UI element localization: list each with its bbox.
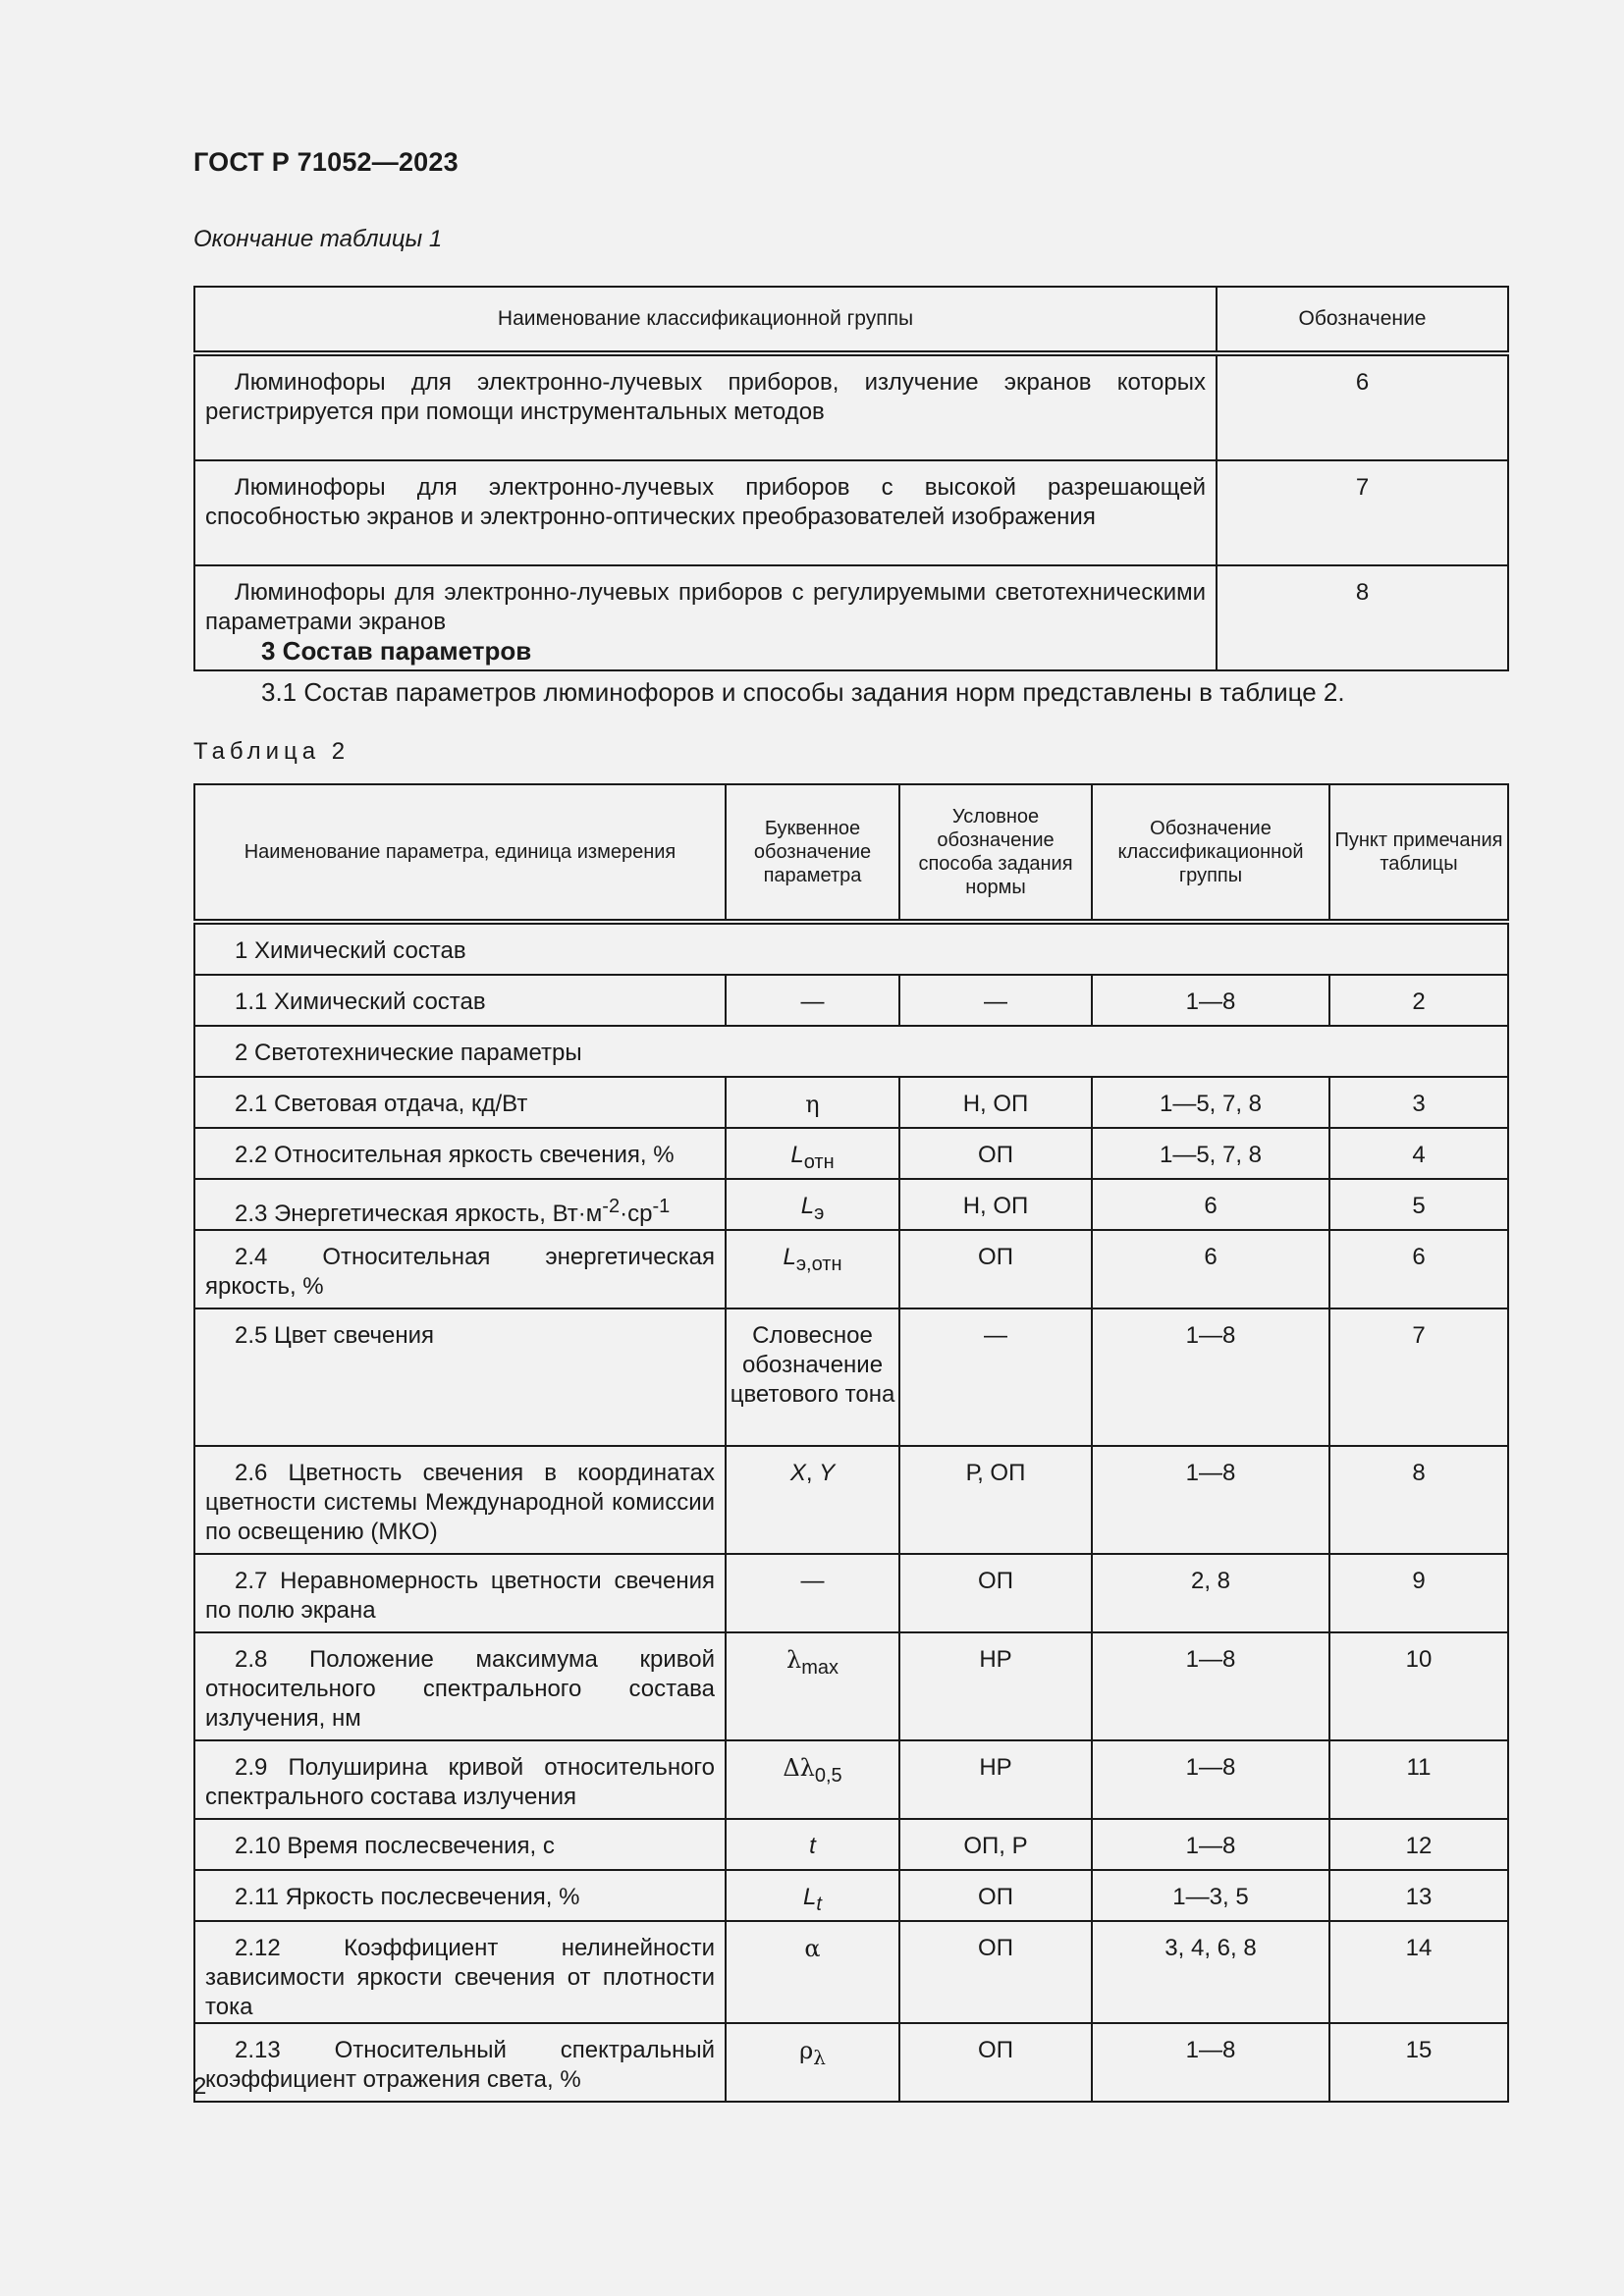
note-cell: 4	[1329, 1128, 1508, 1179]
method-cell: —	[899, 975, 1092, 1026]
note-cell: 3	[1329, 1077, 1508, 1128]
parameter-cell	[194, 1554, 726, 1632]
symbol-main: L	[790, 1142, 804, 1168]
parameter-cell	[194, 1077, 726, 1128]
parameter-cell	[194, 1179, 726, 1230]
classification-table-end	[193, 286, 1509, 671]
symbol-cell	[726, 1179, 899, 1230]
parameter-name: 2.6 Цветность свечения в координатах цветности системы Международной комиссии по освещению (МКО)	[205, 1460, 715, 1545]
note-cell: 6	[1329, 1230, 1508, 1308]
parameter-name	[205, 1192, 715, 1229]
note-cell: 12	[1329, 1819, 1508, 1870]
unit-exponent: -1	[652, 1196, 671, 1217]
parameter-cell	[194, 1632, 726, 1740]
symbol-subscript: отн	[803, 1150, 835, 1173]
method-cell: НР	[899, 1740, 1092, 1819]
method-cell: ОП	[899, 1230, 1092, 1308]
method-cell: ОП	[899, 1554, 1092, 1632]
method-cell: Н, ОП	[899, 1179, 1092, 1230]
column-header-group: Обозначение классификационной группы	[1092, 784, 1329, 922]
symbol-main: ρ	[799, 2037, 814, 2064]
symbol-subscript: max	[801, 1656, 839, 1679]
symbol-subscript: э,отн	[795, 1253, 842, 1275]
method-cell: НР	[899, 1632, 1092, 1740]
group-cell: 6	[1092, 1230, 1329, 1308]
table-row	[194, 975, 1508, 1026]
parameter-cell	[194, 1308, 726, 1446]
group-name-cell	[194, 353, 1217, 460]
symbol-cell: Словесное обозначение цветового тона	[726, 1308, 899, 1446]
group-cell: 1—8	[1092, 1632, 1329, 1740]
symbol-x: X	[789, 1460, 806, 1486]
section-heading: 3 Состав параметров	[261, 636, 532, 666]
method-cell: ОП	[899, 2023, 1092, 2102]
group-cell: 1—3, 5	[1092, 1870, 1329, 1921]
parameter-name: 2.12 Коэффициент нелинейности зависимости яркости свечения от плотности тока	[205, 1935, 715, 2020]
parameter-name: 2.1 Световая отдача, кд/Вт	[235, 1091, 528, 1117]
column-header-group-name: Наименование классификационной группы	[194, 287, 1217, 353]
symbol-subscript: э	[814, 1201, 825, 1224]
group-cell: 6	[1092, 1179, 1329, 1230]
symbol-subscript: 0,5	[814, 1764, 842, 1787]
table-row	[194, 1819, 1508, 1870]
table-row	[194, 1870, 1508, 1921]
symbol-cell	[726, 2023, 899, 2102]
parameter-cell	[194, 1128, 726, 1179]
column-header-letter-symbol: Буквенное обозначение параметра	[726, 784, 899, 922]
group-cell: 1—8	[1092, 1446, 1329, 1554]
method-cell: ОП	[899, 1921, 1092, 2023]
group-row	[194, 922, 1508, 975]
designation-cell: 8	[1217, 565, 1508, 670]
table-label: Таблица 2	[193, 738, 351, 765]
page-number: 2	[193, 2073, 207, 2100]
note-cell: 2	[1329, 975, 1508, 1026]
symbol-main: L	[800, 1193, 815, 1219]
parameter-name-main: 2.3 Энергетическая яркость, Вт·м	[235, 1201, 603, 1227]
symbol-text: t	[809, 1833, 816, 1859]
method-cell: ОП	[899, 1870, 1092, 1921]
table-row	[194, 1128, 1508, 1179]
symbol-subscript: t	[816, 1893, 822, 1915]
parameter-name: 2.10 Время послесвечения, с	[235, 1833, 555, 1859]
method-cell: Н, ОП	[899, 1077, 1092, 1128]
symbol-cell	[726, 1230, 899, 1308]
method-cell: ОП	[899, 1128, 1092, 1179]
symbol-y: Y	[819, 1460, 836, 1486]
column-header-designation: Обозначение	[1217, 287, 1508, 353]
note-cell: 9	[1329, 1554, 1508, 1632]
method-cell: Р, ОП	[899, 1446, 1092, 1554]
note-cell: 13	[1329, 1870, 1508, 1921]
symbol-cell	[726, 1077, 899, 1128]
note-cell: 15	[1329, 2023, 1508, 2102]
parameter-cell	[194, 1230, 726, 1308]
symbol-main: Δλ	[783, 1754, 815, 1782]
group-heading: 1 Химический состав	[235, 937, 466, 964]
symbol-cell: —	[726, 1554, 899, 1632]
parameter-name: 2.7 Неравномерность цветности свечения по полю экрана	[205, 1568, 715, 1624]
group-cell: 1—8	[1092, 1819, 1329, 1870]
parameter-name: 2.4 Относительная энергетическая яркость, %	[205, 1244, 715, 1300]
group-heading: 2 Светотехнические параметры	[235, 1040, 582, 1066]
parameter-cell	[194, 975, 726, 1026]
parameter-name: 2.11 Яркость послесвечения, %	[235, 1884, 580, 1910]
unit-exponent: -2	[602, 1196, 621, 1217]
group-cell: 3, 4, 6, 8	[1092, 1921, 1329, 2023]
symbol-cell	[726, 1740, 899, 1819]
table-row	[194, 1077, 1508, 1128]
parameter-cell	[194, 1870, 726, 1921]
group-cell: 1—5, 7, 8	[1092, 1077, 1329, 1128]
parameter-name-unit: ·ср	[620, 1201, 653, 1227]
symbol-main: L	[803, 1884, 817, 1910]
group-name-text: Люминофоры для электронно-лучевых приборов с регулируемыми светотехническими параметрами экранов	[205, 579, 1206, 635]
parameter-cell	[194, 1819, 726, 1870]
table-row	[194, 2023, 1508, 2102]
parameter-name: 2.8 Положение максимума кривой относительного спектрального состава излучения, нм	[205, 1646, 715, 1732]
symbol-cell	[726, 1446, 899, 1554]
group-cell: 1—8	[1092, 1308, 1329, 1446]
symbol-text: η	[805, 1091, 820, 1118]
symbol-cell	[726, 1921, 899, 2023]
designation-cell: 7	[1217, 460, 1508, 565]
designation-cell: 6	[1217, 353, 1508, 460]
symbol-main: L	[783, 1244, 796, 1270]
group-cell: 1—8	[1092, 975, 1329, 1026]
table-row	[194, 1230, 1508, 1308]
group-name-text: Люминофоры для электронно-лучевых приборов с высокой разрешающей способностью экранов и электронно-оптических преобразователей изображения	[205, 474, 1206, 530]
group-name-cell	[194, 460, 1217, 565]
table-row	[194, 1740, 1508, 1819]
symbol-subscript: λ	[813, 2045, 826, 2069]
table-row	[194, 460, 1508, 565]
symbol-cell	[726, 1128, 899, 1179]
table-row	[194, 353, 1508, 460]
symbol-cell: —	[726, 975, 899, 1026]
parameter-name: 2.13 Относительный спектральный коэффициент отражения света, %	[205, 2037, 715, 2093]
table-row	[194, 1308, 1508, 1446]
parameter-cell	[194, 2023, 726, 2102]
note-cell: 7	[1329, 1308, 1508, 1446]
group-cell: 1—8	[1092, 1740, 1329, 1819]
parameter-cell	[194, 1740, 726, 1819]
table-continuation-label: Окончание таблицы 1	[193, 226, 443, 252]
symbol-cell	[726, 1819, 899, 1870]
document-code: ГОСТ Р 71052—2023	[193, 147, 459, 177]
note-cell: 5	[1329, 1179, 1508, 1230]
column-header-parameter: Наименование параметра, единица измерения	[194, 784, 726, 922]
section-paragraph: 3.1 Состав параметров люминофоров и способы задания норм представлены в таблице 2.	[261, 677, 1345, 707]
group-heading-cell	[194, 922, 1508, 975]
symbol-cell	[726, 1870, 899, 1921]
parameter-name: 2.9 Полуширина кривой относительного спектрального состава излучения	[205, 1754, 715, 1810]
group-cell: 1—8	[1092, 2023, 1329, 2102]
symbol-text: α	[804, 1935, 821, 1962]
note-cell: 14	[1329, 1921, 1508, 2023]
note-cell: 11	[1329, 1740, 1508, 1819]
parameter-name: 1.1 Химический состав	[235, 988, 486, 1015]
table-row	[194, 1921, 1508, 2023]
parameter-cell	[194, 1446, 726, 1554]
method-cell: —	[899, 1308, 1092, 1446]
symbol-cell	[726, 1632, 899, 1740]
note-cell: 10	[1329, 1632, 1508, 1740]
column-header-norm-method: Условное обозначение способа задания нормы	[899, 784, 1092, 922]
table-row	[194, 1179, 1508, 1230]
symbol-separator: ,	[805, 1460, 820, 1486]
group-cell: 1—5, 7, 8	[1092, 1128, 1329, 1179]
table-row	[194, 1554, 1508, 1632]
group-row	[194, 1026, 1508, 1077]
symbol-main: λ	[785, 1646, 802, 1674]
column-header-note: Пункт примечания таблицы	[1329, 784, 1508, 922]
group-cell: 2, 8	[1092, 1554, 1329, 1632]
parameters-table	[193, 783, 1509, 2103]
parameter-cell	[194, 1921, 726, 2023]
table-row	[194, 1446, 1508, 1554]
note-cell: 8	[1329, 1446, 1508, 1554]
table-row	[194, 1632, 1508, 1740]
parameter-name: 2.2 Относительная яркость свечения, %	[235, 1142, 675, 1168]
group-heading-cell	[194, 1026, 1508, 1077]
group-name-text: Люминофоры для электронно-лучевых приборов, излучение экранов которых регистрируется при помощи инструментальных методов	[205, 369, 1206, 425]
parameter-name: 2.5 Цвет свечения	[235, 1322, 435, 1349]
method-cell: ОП, Р	[899, 1819, 1092, 1870]
